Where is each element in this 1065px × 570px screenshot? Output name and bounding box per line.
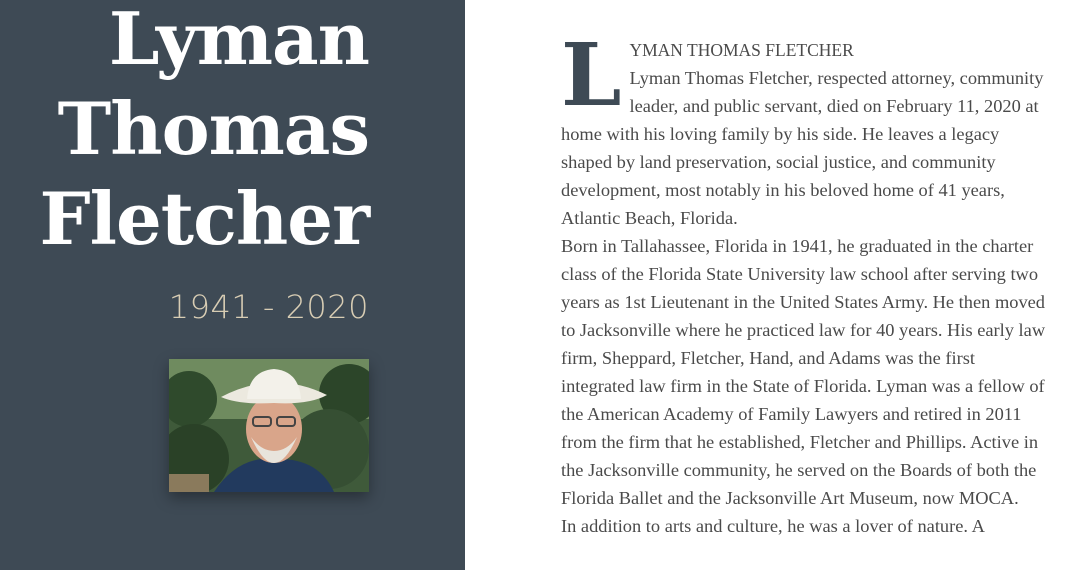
portrait-illustration	[169, 359, 369, 492]
obituary-text	[561, 25, 1051, 540]
obituary-heading: YMAN THOMAS FLETCHER	[629, 40, 854, 60]
drop-cap: L	[561, 25, 622, 126]
obituary-paragraph: Born in Tallahassee, Florida in 1941, he graduated in the charter class of the Florida State University law school after serving two years as 1st Lieutenant in the United States Army. He then moved to Jacksonville where he practiced law for 40 years. His early law firm, Sheppard, Fletcher, Hand, and Adams was the first integrated law firm in the State of Florida. Lyman was a fellow of the American Academy of Family Lawyers and retired in 2011 from the firm that he established, Fletcher and Phillips. Active in the Jacksonville community, he served on the Boards of both the Florida Ballet and the Jacksonville Art Museum, now MOCA.	[561, 236, 1046, 508]
deceased-name	[40, 0, 369, 264]
name-line-last: Fletcher	[39, 176, 369, 261]
obituary-paragraph: In addition to arts and culture, he was a lover of nature. A	[561, 516, 985, 536]
life-dates: 1941 - 2020	[168, 288, 369, 326]
name-line-first: Lyman	[108, 0, 369, 81]
name-line-middle: Thomas	[57, 86, 369, 171]
obituary-paragraph: Lyman Thomas Fletcher, respected attorney, community leader, and public servant, died on February 11, 2020 at home with his loving family by his side. He leaves a legacy shaped by land preservation, social justice, and community development, most notably in his beloved home of 41 years, Atlantic Beach, Florida.	[561, 68, 1044, 228]
memorial-sidebar	[0, 0, 465, 570]
portrait-photo	[169, 359, 369, 492]
